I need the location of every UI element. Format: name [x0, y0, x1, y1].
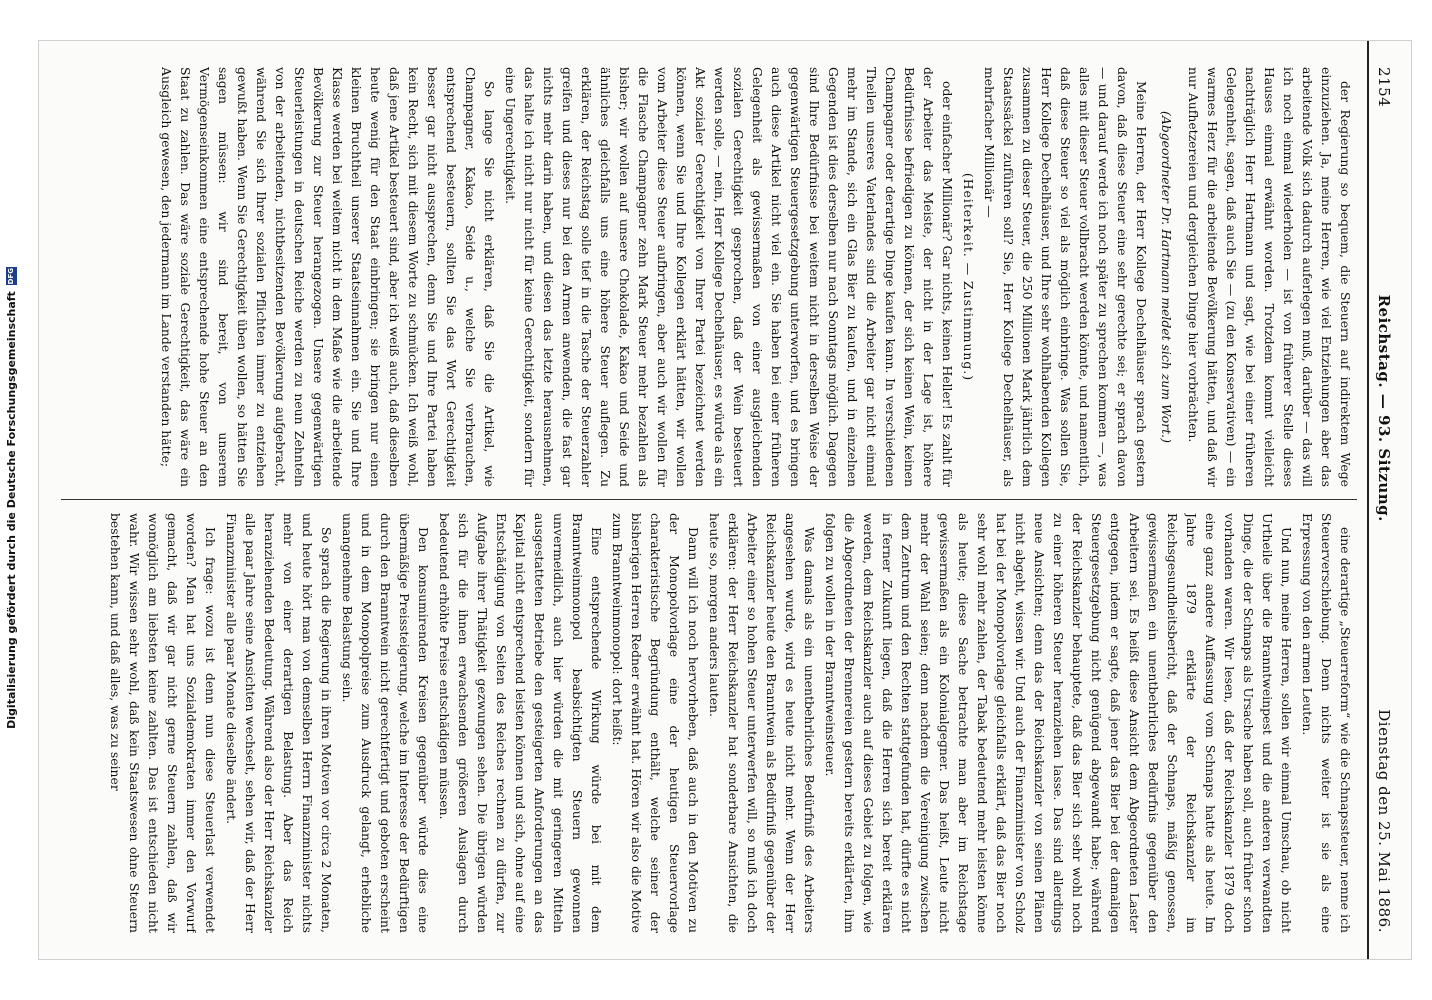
paragraph: Was damals als ein unentbehrliches Bedürfniß des Arbeiters angesehen wurde, wird es heute nicht mehr. Wenn der Herr Reichskanzler heute den Branntwein als Bedürfniß gegenüber der Arbeiter einer so hohen Steuer unterwerfen will, so muß ich doch erklären: der Herr Reichskanzler hat sonderbare Ansichten, die heute so, morgen anders lauten. [707, 513, 817, 933]
dfg-logo: DFG [6, 268, 15, 285]
column-divider [61, 499, 1357, 500]
stage-direction: (Heiterkeit. — Zustimmung.) [961, 172, 976, 382]
page-date: Dienstag den 25. Mai 1886. [1375, 709, 1393, 933]
paragraph: Und nun, meine Herren, sollen wir einmal Umschau, ob nicht Urtheile über die Branntweinpest und die anderen verwandten Dinge, die der Schnaps als Ursache haben soll, auch früher schon vorhanden waren. Wir lesen, daß der Reichskanzler 1879 doch eine ganz andere Auffassung vom Schnaps hatte als heute. Im Jahre 1879 erklärte der Reichskanzler im Reichsgesundheitsbericht, daß der Schnaps, mäßig genossen, gewissermaßen ein unentbehrliches Bedürfnis gegenüber den Arbeitern sei. Es heißt diese Ansicht dem Abgeordneten Laster entgegen, indem er sagte, daß jener das Bier bei der damaligen Steuergesetzgebung nicht genügend abgewandt habe; während der Reichskanzler behauptete, daß das Bier sich sehr wohl noch zu einer höheren Steuer heranziehen lasse. Das sind allerdings neue Ansichten; denn das der Reichskanzler von seinen Plänen nicht abgeht, wissen wir. Und auch der Finanzminister von Scholz hat bei der Monopolvorlage gleichfalls erklärt, daß das Bier noch sehr wohl mehr zahlen, der Tabak bedeutend mehr leisten könne als heute; diese Sache betrachte man aber im Reichstage gewissermaßen als ein Kolonialgegner. Das heißt, Leute nicht mehr der Wahl seien; denn nachdem die Vereinigung zwischen dem Zentrum und den Rechten stattgefunden hat, dürfte es nicht in ferner Zukunft liegen, daß die Herren sich bereit erklären werden, dem Reichskanzler auch auf dieses Gebiet zu folgen, wie die Abgeordneten der Brennereien gestern bereits erklärten, ihm folgen zu wollen in der Branntweinsteuer. [823, 513, 1294, 933]
page-header [1367, 41, 1411, 959]
paragraph: So sprach die Regierung in ihren Motiven vor circa 2 Monaten, und heute hört man von demselben Herrn Finanzminister nichts mehr von einer derartigen Belastung. Aber das Reich heranziehenden Bedeutung. Während also der Herr Reichskanzler alle paar Jahre seine Ansichten wechselt, sehen wir, daß der Herr Finanzminister alle paar Monate dieselbe ändert. [224, 513, 334, 933]
scanned-page [38, 40, 1412, 960]
text-column-right [65, 513, 1355, 933]
paragraph: So lange Sie nicht erklären, daß Sie die Artikel, wie Champagner, Kakao, Seide u., welche Sie verbrauchen, entsprechend besteuern, sollten Sie das Wort Gerechtigkeit besser gar nicht aussprechen, denn Sie und Ihre Partei haben kein Recht, sich mit diesem Worte zu schmücken. Ich weiß wohl, daß jene Artikel besteuert sind, aber ich weiß auch, daß dieselben heute wenig für den Staat einbringen; sie bringen nur einen kleinen Bruchtheil unserer Staatseinnahmen ein. Sie und Ihre Klasse werden bei weitem nicht in dem Maße wie die arbeitende Bevölkerung zur Steuer herangezogen. Unsere gegenwärtigen Steuerleistungen in deutschen Reiche werden zu neun Zehnteln von der arbeitenden, nichtbesitzenden Bevölkerung aufgebracht, während Sie sich Ihrer sozialen Pflichten immer zu entziehen gewußt haben. Wenn Sie Gerechtigkeit üben wollen, so hätten Sie sagen müssen: wir sind bereit, von unserem Vermögenseinkommen eine entsprechende hohe Steuer an den Staat zu zahlen. Das wäre soziale Gerechtigkeit, das wäre ein Ausgleich gewesen, den jedermann im Lande verstanden hätte; [159, 67, 497, 487]
quoted-paragraph: Den konsumirenden Kreisen gegenüber würde dies eine übermäßige Preissteigerung, welche im Interesse der Bedürftigen durch den Branntwein nicht gerechtfertigt und geboten erscheint und in dem Monopolpreise zum Ausdruck gelangt, erhebliche unangenehme Belastung sein. [340, 513, 431, 933]
paragraph: Ich frage: wozu ist denn nun diese Steuerlast verwendet worden? Man hat uns Sozialdemokraten immer den Vorwurf gemacht, daß wir gar nicht gerne Steuern zahlen, daß wir womöglich am liebsten keine zahlten. Das ist entschieden nicht wahr. Wir wissen sehr wohl, daß kein Staatswesen ohne Steuern bestehen kann, und daß alles, was zu seiner [108, 513, 218, 933]
interjection: (Abgeordneter Dr. Hartmann meldet sich zum Wort.) [1159, 111, 1174, 443]
page-content [39, 41, 1411, 959]
paragraph: Dann will ich noch hervorheben, daß auch in den Motiven zu der Monopolvorlage eine der heutigen Steuervorlage charakteristische Begründung enthält, welche seiner der bisherigen Herren Redner erwähnt hat. Hören wir also die Motive zum Branntweinmonopol: dort heißt: [610, 513, 701, 933]
paragraph: oder einfacher Millionär? Gar nichts, keinen Heller! Es zahlt für der Arbeiter das Meiste, der nicht in der Lage ist, höhere Bedürfnisse befriedigen zu können, der sich keinen Wein, keinen Champagner oder derartige Dinge kaufen kann. In verschiedenen Theilen unseres Vaterlandes sind die Arbeiter gar nicht einmal mehr im Stande, sich ein Glas Bier zu kaufen, und in einzelnen Gegenden ist dies derselben nur nach Sonntags möglich. Dagegen sind Ihre Bedürfnisse bei weitem nicht in derselben Weise der gegenwärtigen Steuergesetzgebung unterworfen, und es bringen auch diese Artikel nicht viel ein. Sie haben bei einer früheren Gelegenheit als gewissermaßen von einer ausgleichenden sozialen Gerechtigkeit gesprochen, daß der Wein besteuert werden solle, — nein, Herr Kollege Dechelhäuser, es würde als ein Akt sozialer Gerechtigkeit von Ihrer Partei bezeichnet werden können, wenn Sie und Ihre Kollegen erklärt hätten, wir wollen vom Arbeiter diese Steuer aufbringen, aber auch wir wollen für die Flasche Champagner zehn Mark Steuer mehr bezahlen als bisher; wir wollen auf unsere Chokolade, Kakao und Seide und ähnliches gleichfalls uns eine höhere Steuer auflegen. Zu erklären, der Reichstag solle tief in die Tasche der Steuerzahler greifen und dieses nur bei den Armen anwenden, die fast gar nichts mehr darin haben, und diesen das letzte herausnehmen, das halte ich nicht nur nicht für keine Gerechtigkeit, sondern für eine Ungerechtigkeit. [503, 67, 955, 487]
text-column-left [65, 67, 1355, 487]
digitization-note [1, 3, 21, 993]
page-title: Reichstag. — 93. Sitzung. [1375, 294, 1393, 522]
quoted-paragraph: Eine entsprechende Wirkung würde bei mit dem Branntweinmonopol beabsichtigten Steuern gewonnen unvermeidlich, auch hier würden die mit geringeren Mitteln ausgestatteten Betriebe den gesteigerten Anforderungen an das Kapital nicht entsprechend leisten können und sich, ohne auf eine Entschädigung von Seiten des Reiches rechnen zu dürfen, zur Aufgabe ihrer Thätigkeit gezwungen sehen. Die übrigen würden sich für die ihnen erwachsenden größeren Auslagen durch bedeutend erhöhte Preise entschädigen müssen. [437, 513, 604, 933]
digitization-note-text: Digitalisierung gefördert durch die Deutsche Forschungsgemeinschaft [4, 291, 18, 729]
paragraph: Meine Herren, der Herr Kollege Dechelhäuser sprach gestern davon, daß diese Steuer eine sehr gerechte sei; er sprach davon — und darauf werde ich noch später zu sprechen kommen —, was alles mit dieser Steuer vollbracht werden könnte, und namentlich, daß diese Steuer so viel als möglich einbringe. Was sollen Sie, Herr Kollege Dechelhäuser, und Ihre sehr wohlhabenden Kollegen zusammen zu dieser Steuer, die 250 Millionen Mark jährlich dem Staatssäckel zuführen soll? Sie, Herr Kollege Dechelhäuser, als mehrfacher Millionär — [982, 67, 1149, 487]
page-number: 2154 [1375, 67, 1393, 108]
paragraph: der Regierung so bequem, die Steuern auf indirektem Wege einzuziehen. Ja, meine Herren, wie viel Entziehungen aber das arbeitende Volk sich dadurch auferlegen muß, darüber — das will ich noch einmal wiederholen — ist von früherer Stelle dieses Hauses einmal erwähnt worden. Trotzdem kommt vielleicht nachträglich Herr Hartmann und sagt, wie bei einer früheren Gelegenheit, sagen, daß auch Sie — (zu den Konservativen) — ein warmes Herz für die arbeitende Bevölkerung hätten, und daß wir nur Aufhetzereien und dergleichen Dinge hier vorbrächten. [1186, 67, 1353, 487]
paragraph: eine derartige „Steuerreform“ wie die Schnapssteuer, nenne ich Steuerverschiebung. Denn nichts weiter ist sie als eine Erpressung von den armen Leuten. [1300, 513, 1353, 933]
